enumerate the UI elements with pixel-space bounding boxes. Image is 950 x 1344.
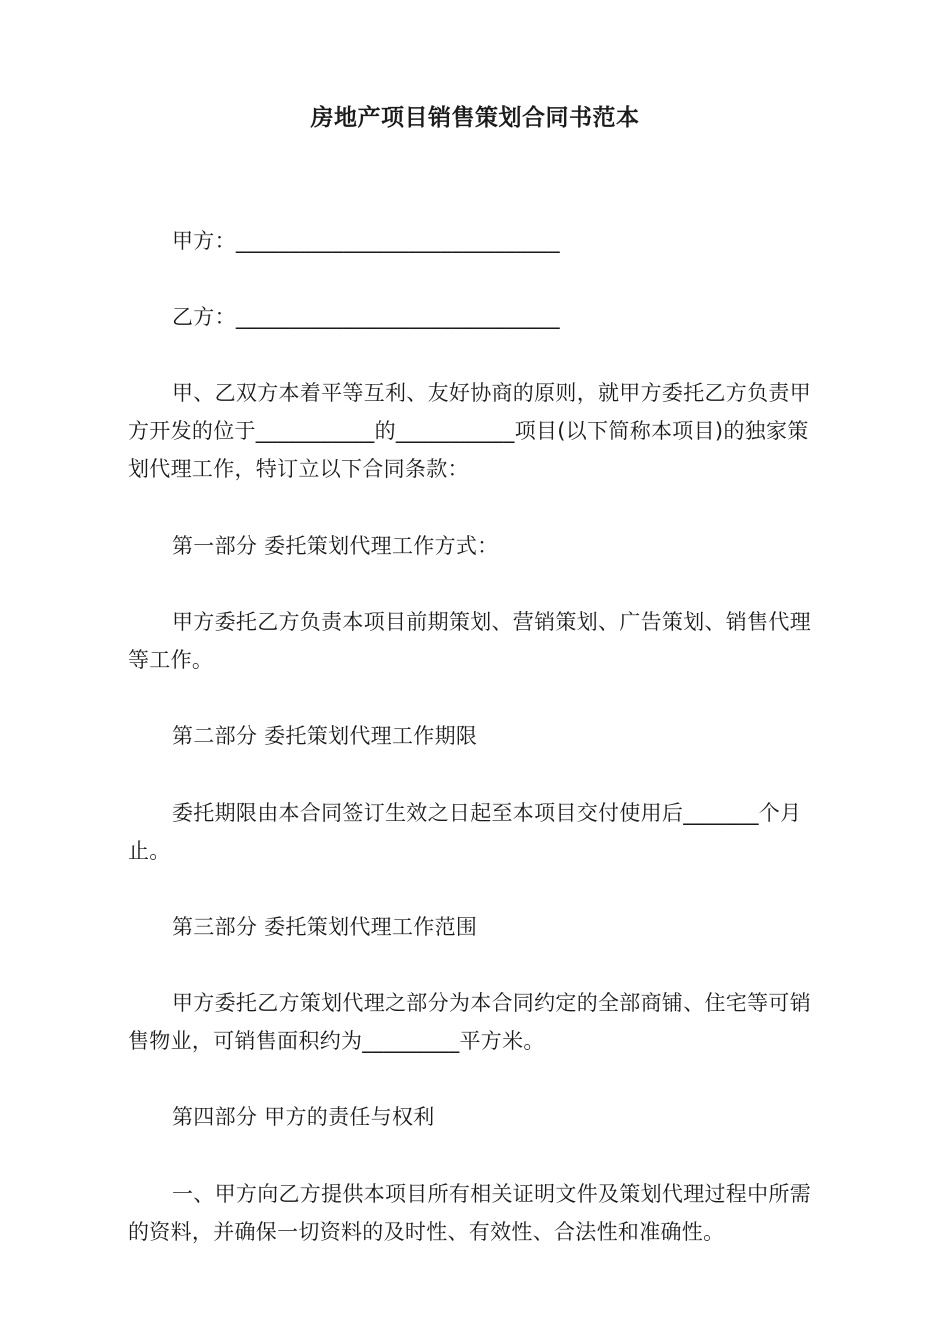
document-title: 房地产项目销售策划合同书范本 [310,105,640,131]
part3-heading: 第三部分 委托策划代理工作范围 [172,915,478,939]
part1-body: 甲方委托乙方负责本项目前期策划、营销策划、广告策划、销售代理等工作。 [128,610,811,672]
intro-paragraph: 甲、乙双方本着平等互利、友好协商的原则，就甲方委托乙方负责甲方开发的位于___________的___________项目(以下简称本项目)的独家策划代理工作，特订立以下合同条款： [128,381,811,481]
part4-item-1: 一、甲方向乙方提供本项目所有相关证明文件及策划代理过程中所需的资料，并确保一切资料的及时性、有效性、合法性和准确性。 [128,1182,811,1244]
part1-heading: 第一部分 委托策划代理工作方式： [172,534,499,558]
party-a-line: 甲方：______________________________ [172,229,560,253]
part2-body: 委托期限由本合同签订生效之日起至本项目交付使用后_______个月止。 [128,801,802,863]
part4-heading: 第四部分 甲方的责任与权利 [172,1105,435,1129]
part2-heading: 第二部分 委托策划代理工作期限 [172,724,478,748]
party-b-line: 乙方：______________________________ [172,305,560,329]
part3-body: 甲方委托乙方策划代理之部分为本合同约定的全部商铺、住宅等可销售物业，可销售面积约为_________平方米。 [128,991,811,1053]
